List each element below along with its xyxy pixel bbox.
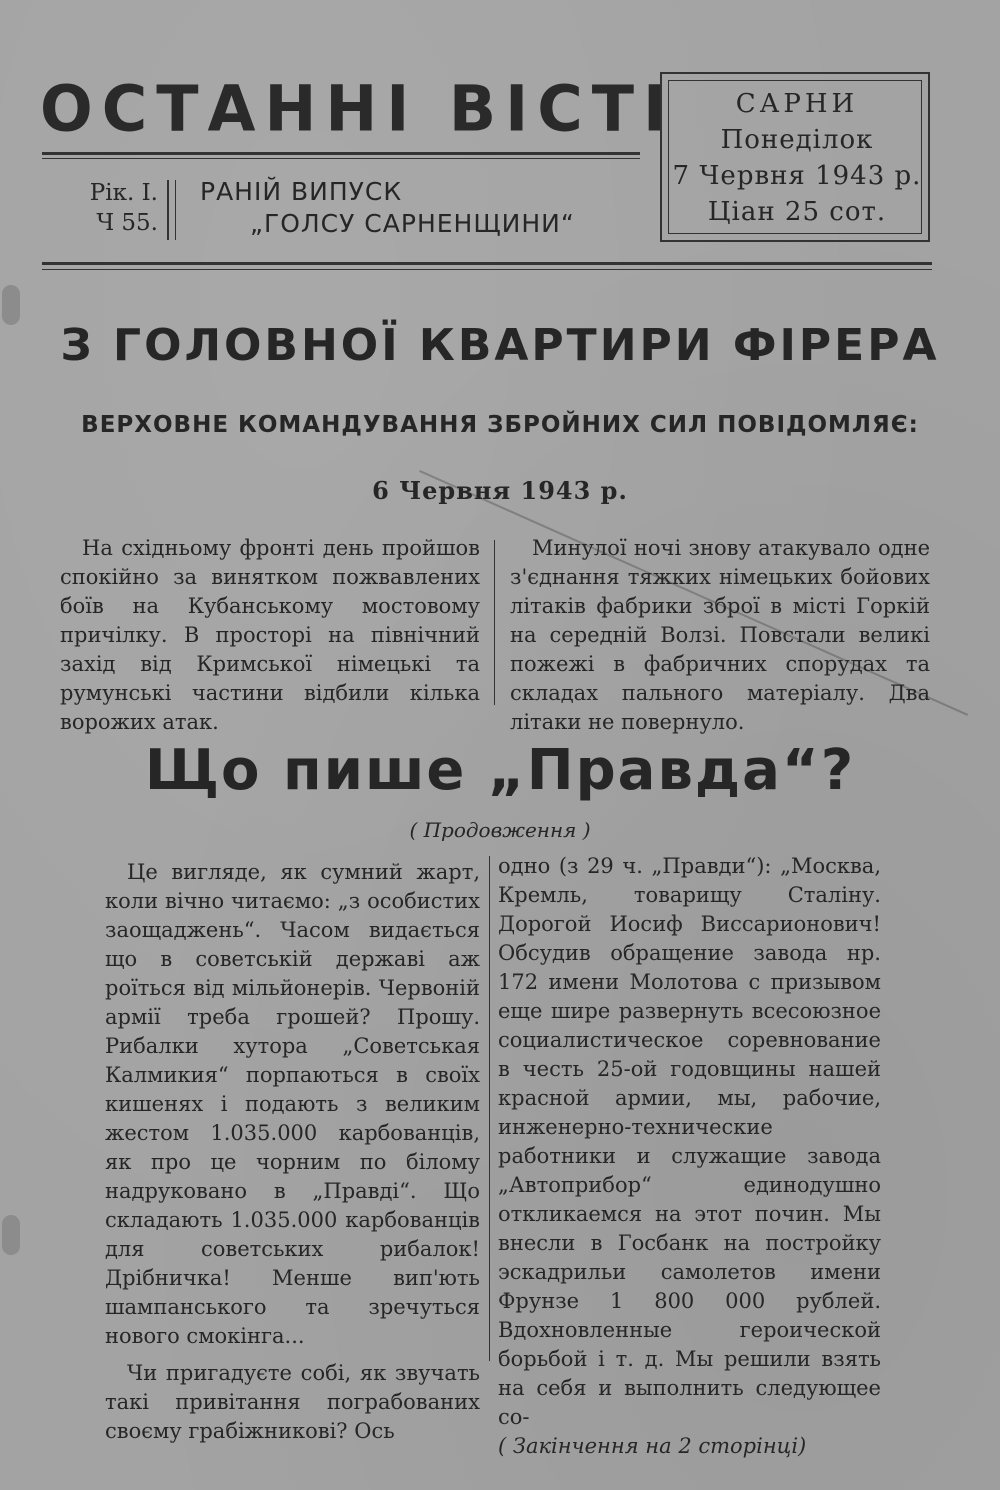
punch-hole — [2, 285, 20, 325]
punch-hole — [2, 1215, 20, 1255]
issue-info — [58, 178, 158, 238]
column-divider — [494, 540, 495, 705]
paragraph: На східньому фронті день пройшов спокійно за винятком пожвавлених боїв на Кубанському мостовому причілку. В просторі на північний захід від Кримської німецькі та румунські частини відбили кілька ворожих атак. — [60, 536, 480, 734]
article1-subheadline: ВЕРХОВНЕ КОМАНДУВАННЯ ЗБРОЙНИХ СИЛ ПОВІДОМЛЯЄ: — [81, 412, 919, 438]
price: Ціан 25 сот. — [707, 197, 887, 227]
column-divider — [489, 856, 490, 1361]
weekday: Понеділок — [720, 125, 874, 155]
divider — [175, 180, 176, 240]
subtitle-line-2: „ГОЛСУ САРНЕНЩИНИ“ — [250, 209, 575, 238]
date-box — [660, 72, 930, 242]
subtitle-line-1: РАНІЙ ВИПУСК — [200, 177, 403, 206]
newspaper-title: ОСТАННІ ВІСТІ — [40, 71, 676, 146]
continued-on-page-2: ( Закінчення на 2 сторінці) — [498, 1434, 807, 1458]
article1-headline: З ГОЛОВНОЇ КВАРТИРИ ФІРЕРА — [60, 320, 940, 371]
paragraph: Це вигляде, як сумний жарт, коли вічно читаємо: „з особистих заощаджень“. Часом видається що в советській державі аж роїться від мільйонерів. Червоній армії треба грошей? Прошу. Рибалки хутора „Советськая Калмикия“ порпаються в своїх кишенях і подають з великим жестом 1.035.000 карбованців, як про це чорним по білому надруковано в „Правді“. Що складають 1.035.000 карбованців для советських рибалок! Дрібничка! Менше вип'ють шампанського та зречуться нового смокінга... — [105, 860, 480, 1348]
issue-number: Ч 55. — [96, 210, 158, 236]
masthead-bottom-rule — [42, 262, 932, 265]
divider — [167, 180, 169, 240]
article2-column-left — [105, 858, 480, 1446]
article1-dateline: 6 Червня 1943 р. — [372, 476, 628, 505]
issue-date: 7 Червня 1943 р. — [672, 161, 922, 191]
paragraph: Минулої ночі знову атакувало одне з'єднання тяжких німецьких бойових літаків фабрики зброї в місті Горкій на середній Волзі. Повстали великі пожежі в фабричних спорудах та складах пального матеріалу. Два літаки не повернуло. — [510, 536, 930, 734]
article2-headline: Що пише „Правда“? — [144, 738, 856, 803]
masthead-rule — [42, 152, 640, 155]
continuation-label: ( Продовження ) — [409, 818, 591, 842]
issue-year: Рік. І. — [89, 180, 158, 206]
article1-column-left — [60, 534, 480, 737]
paragraph: одно (з 29 ч. „Правди“): „Москва, Кремль, товарищу Сталіну. Дорогой Иосиф Виссарионович! Обсудив обращение завода нр. 172 имени Молотова с призывом еще шире развернуть всесоюзное социалистическое соревнование в честь 25-ой годовщины нашей красной армии, мы, рабочие, инженерно-технические работники и служащие завода „Автоприбор“ единодушно откликаемся на этот почин. Мы внесли в Госбанк на постройку эскадрильи самолетов имени Фрунзе 1 800 000 рублей. Вдохновленные героической борьбой і т. д. Мы решили взять на себя и выполнить следующее со- — [498, 854, 881, 1429]
edition-subtitle — [200, 176, 640, 240]
masthead-rule — [42, 158, 640, 159]
city: САРНИ — [735, 89, 859, 119]
article1-column-right — [510, 534, 930, 737]
date-box-text — [662, 86, 932, 230]
article2-column-right — [498, 852, 881, 1461]
paragraph: Чи пригадуєте собі, як звучать такі привітання пограбованих своєму грабіжникові? Ось — [105, 1361, 480, 1443]
masthead-bottom-rule — [42, 269, 932, 270]
